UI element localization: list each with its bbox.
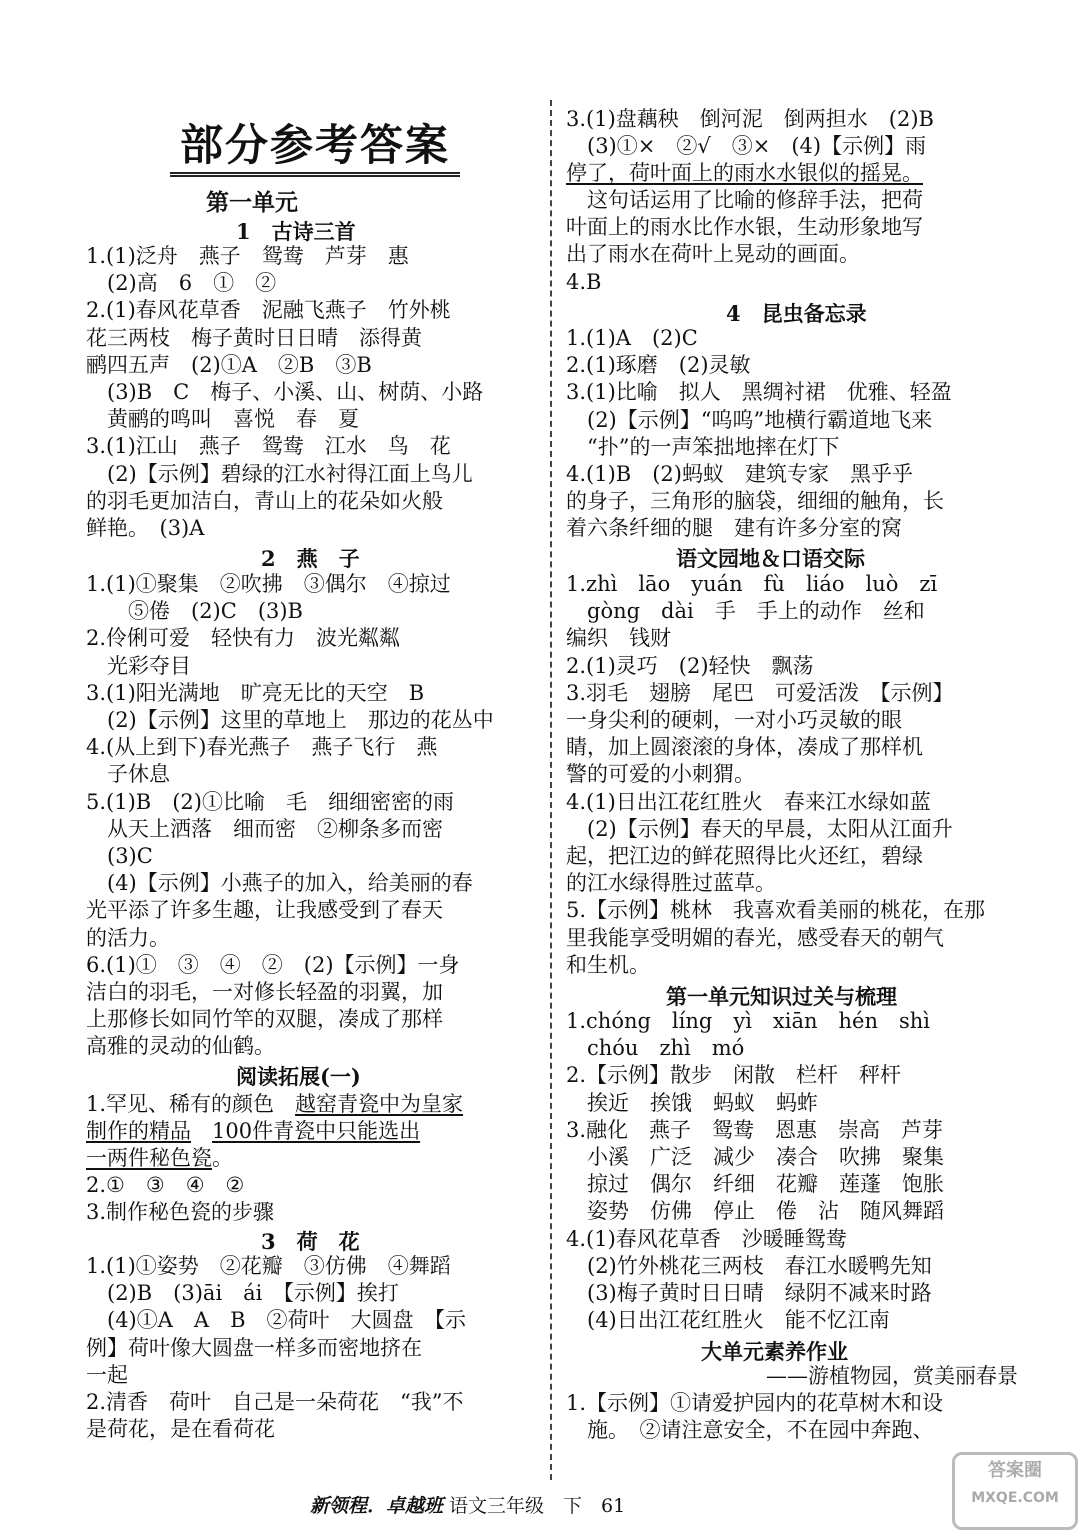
underlined-answer: 停了，荷叶面上的雨水水银似的摇晃。	[566, 161, 923, 185]
answer-line: 出了雨水在荷叶上晃动的画面。	[566, 242, 860, 267]
answer-line: 4.B	[566, 269, 602, 294]
answer-line: 3.(1)盘藕秧 倒河泥 倒两担水 (2)B	[566, 107, 934, 131]
answer-line: 高雅的灵动的仙鹤。	[86, 1034, 275, 1059]
answer-line: 3.(1)江山 燕子 鸳鸯 江水 鸟 花	[86, 434, 451, 459]
answer-line: 的身子，三角形的脑袋，细细的触角，长	[566, 489, 944, 514]
reading1-q1-line1: 1.罕见、稀有的颜色 越窑青瓷中为皇家	[86, 1092, 464, 1116]
answer-line: 3.融化 燕子 鸳鸯 恩惠 崇高 芦芽	[566, 1117, 944, 1142]
answer-line: (4)【示例】小燕子的加入，给美丽的春	[86, 871, 473, 896]
answer-line: 5.【示例】桃林 我喜欢看美丽的桃花，在那	[566, 898, 986, 923]
answer-line: 1.(1)①姿势 ②花瓣 ③仿佛 ④舞蹈	[86, 1254, 451, 1278]
answer-line: 小溪 广泛 减少 凑合 吹拂 聚集	[566, 1145, 944, 1169]
column-divider	[550, 100, 552, 1480]
answer-line: (3)①× ②√ ③× (4)【示例】雨	[566, 134, 927, 159]
answer-line: 施。 ②请注意安全，不在园中奔跑、	[566, 1418, 934, 1443]
lesson1-heading: 1 古诗三首	[236, 219, 356, 244]
answer-line: 4.(从上到下)春光燕子 燕子飞行 燕	[86, 735, 438, 760]
footer-brand: 新领程．卓越班	[310, 1495, 444, 1517]
answer-line: 的江水绿得胜过蓝草。	[566, 871, 776, 896]
answer-line: 2.(1)琢磨 (2)灵敏	[566, 353, 751, 378]
answer-line: 3.(1)阳光满地 旷亮无比的天空 B	[86, 680, 425, 705]
answer-line: (3)B C 梅子、小溪、山、树荫、小路	[86, 380, 484, 404]
lesson4-heading: 4 昆虫备忘录	[726, 301, 867, 326]
answer-line: (4)①A A B ②荷叶 大圆盘 【示	[86, 1308, 467, 1333]
answer-line: 鹂四五声 (2)①A ②B ③B	[86, 352, 372, 377]
answer-line: 5.(1)B (2)①比喻 毛 细细密密的雨	[86, 789, 454, 814]
answer-line: 着六条纤细的腿 建有许多分室的窝	[566, 516, 902, 541]
answer-line: 4.(1)春风花草香 沙暖睡鸳鸯	[566, 1226, 847, 1251]
answer-line: 是荷花，是在看荷花	[86, 1417, 275, 1442]
reading1-q1-line3: 一两件秘色瓷。	[86, 1146, 233, 1170]
answer-line: 1.(1)泛舟 燕子 鸳鸯 芦芽 惠	[86, 244, 409, 268]
answer-line: 6.(1)① ③ ④ ② (2)【示例】一身	[86, 952, 460, 977]
answer-line: 一身尖利的硬刺，一对小巧灵敏的眼	[566, 708, 902, 732]
answer-line: 的羽毛更加洁白，青山上的花朵如火般	[86, 488, 443, 513]
answer-line: 警的可爱的小刺猬。	[566, 762, 755, 787]
answer-line: 2.【示例】散步 闲散 栏杆 秤杆	[566, 1063, 902, 1088]
answer-line: 掠过 偶尔 纤细 花瓣 莲蓬 饱胀	[566, 1172, 944, 1197]
answer-line: 洁白的羽毛，一对修长轻盈的羽翼，加	[86, 980, 443, 1004]
answer-line: 1.【示例】①请爱护园内的花草树木和设	[566, 1391, 944, 1415]
answer-line: 和生机。	[566, 952, 650, 977]
answer-line: 4.(1)B (2)蚂蚁 建筑专家 黑乎乎	[566, 462, 913, 486]
answer-line: 3.羽毛 翅膀 尾巴 可爱活泼 【示例】	[566, 680, 954, 705]
reading1-heading: 阅读拓展(一)	[236, 1064, 361, 1089]
review-heading: 第一单元知识过关与梳理	[666, 984, 897, 1009]
big-unit-subtitle: ——游植物园，赏美丽春景	[766, 1364, 1018, 1388]
answer-line: (2)【示例】碧绿的江水衬得江面上鸟儿	[86, 461, 473, 486]
answer-line: (3)梅子黄时日日晴 绿阴不减来时路	[566, 1281, 932, 1305]
garden-heading: 语文园地＆口语交际	[676, 546, 865, 571]
big-unit-heading: 大单元素养作业	[701, 1339, 848, 1364]
answer-line: 花三两枝 梅子黄时日日晴 添得黄	[86, 325, 422, 350]
answer-line: ⑤倦 (2)C (3)B	[86, 599, 303, 624]
answer-line: 从天上洒落 细而密 ②柳条多而密	[86, 816, 443, 841]
answer-line: 编织 钱财	[566, 626, 671, 651]
watermark-logo: 答案圈 MXQE.COM	[952, 1452, 1078, 1530]
lesson2-heading: 2 燕 子	[261, 546, 360, 571]
answer-line: 睛，加上圆滚滚的身体，凑成了那样机	[566, 735, 923, 760]
answer-line: (2)B (3)āi ái 【示例】挨打	[86, 1281, 399, 1306]
answer-line: 例】荷叶像大圆盘一样多而密地挤在	[86, 1335, 422, 1360]
answer-line: “扑”的一声笨拙地摔在灯下	[566, 434, 840, 459]
answer-line: 2.清香 荷叶 自己是一朵荷花 “我”不	[86, 1390, 464, 1414]
answer-line: 1.(1)①聚集 ②吹拂 ③偶尔 ④掠过	[86, 572, 451, 596]
answer-line: 光平添了许多生趣，让我感受到了春天	[86, 898, 443, 923]
answer-line: 起，把江边的鲜花照得比火还红，碧绿	[566, 844, 923, 868]
answer-line: 里我能享受明媚的春光，感受春天的朝气	[566, 925, 944, 950]
answer-line: (2)高 6 ① ②	[86, 271, 277, 296]
answer-line: 3.制作秘色瓷的步骤	[86, 1200, 275, 1225]
answer-line: 1.zhì lāo yuán fù liáo luò zī	[566, 572, 938, 596]
answer-line: 3.(1)比喻 拟人 黑绸衬裙 优雅、轻盈	[566, 380, 952, 405]
answer-line: 2.(1)春风花草香 泥融飞燕子 竹外桃	[86, 298, 451, 323]
answer-line: 鲜艳。 (3)A	[86, 516, 205, 540]
answer-line: 叶面上的雨水比作水银，生动形象地写	[566, 215, 923, 240]
answer-line: (2)竹外桃花三两枝 春江水暖鸭先知	[566, 1253, 932, 1278]
answer-line: (3)C	[86, 844, 153, 868]
answer-line: 的活力。	[86, 925, 170, 950]
answer-line: 子休息	[86, 762, 170, 787]
unit-title: 第一单元	[206, 189, 298, 216]
answer-line: 2.伶俐可爱 轻快有力 波光粼粼	[86, 626, 401, 651]
page-title: 部分参考答案	[170, 120, 460, 177]
answer-line: 光彩夺目	[86, 653, 191, 678]
lesson3-heading: 3 荷 花	[261, 1229, 360, 1254]
answer-line: 2.(1)灵巧 (2)轻快 飘荡	[566, 653, 814, 678]
answer-line: 姿势 仿佛 停止 倦 沾 随风舞蹈	[566, 1199, 944, 1224]
answer-line: chóu zhì mó	[566, 1036, 745, 1061]
answer-line: (2)【示例】“呜呜”地横行霸道地飞来	[566, 407, 933, 432]
footer-subject: 语文三年级 下 61	[449, 1495, 626, 1517]
answer-line: 1.chóng líng yì xiān hén shì	[566, 1009, 931, 1033]
answer-line: 2.① ③ ④ ②	[86, 1173, 245, 1197]
answer-line: 黄鹂的鸣叫 喜悦 春 夏	[86, 407, 359, 432]
reading1-q1-line2: 制作的精品 100件青瓷中只能选出	[86, 1119, 421, 1143]
answer-line: 4.(1)日出江花红胜火 春来江水绿如蓝	[566, 789, 931, 814]
answer-line: (4)日出江花红胜火 能不忆江南	[566, 1308, 890, 1333]
answer-line: 这句话运用了比喻的修辞手法，把荷	[566, 188, 923, 212]
answer-line: gòng dài 手 手上的动作 丝和	[566, 599, 925, 624]
answer-line: 一起	[86, 1362, 128, 1387]
answer-line: 上那修长如同竹竿的双腿，凑成了那样	[86, 1007, 443, 1032]
answer-line: 挨近 挨饿 蚂蚁 蚂蚱	[566, 1090, 818, 1115]
page-footer	[310, 1491, 625, 1518]
answer-line: (2)【示例】春天的早晨，太阳从江面升	[566, 816, 953, 841]
answer-line: 1.(1)A (2)C	[566, 326, 698, 350]
answer-line: (2)【示例】这里的草地上 那边的花丛中	[86, 708, 494, 732]
